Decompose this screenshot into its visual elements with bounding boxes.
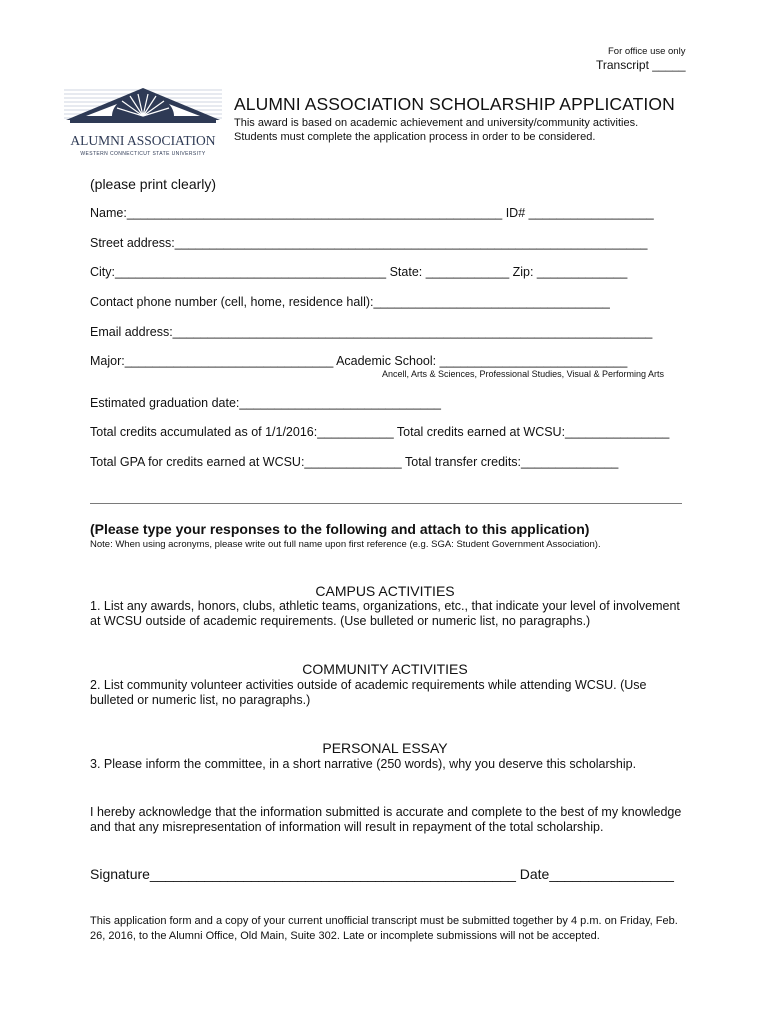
community-activities-heading: COMMUNITY ACTIVITIES	[302, 661, 468, 677]
campus-activities-heading: CAMPUS ACTIVITIES	[315, 583, 455, 599]
instructions-heading: (Please type your responses to the following and attach to this application)	[90, 521, 590, 537]
office-use-note: For office use only	[608, 46, 686, 57]
office-transcript-field: Transcript _____	[596, 58, 686, 72]
name-id-field[interactable]: Name:______________________________________________________ ID# __________________	[90, 206, 654, 220]
header-description-line2: Students must complete the application process in order to be considered.	[234, 131, 596, 143]
total-credits-field[interactable]: Total credits accumulated as of 1/1/2016:___________ Total credits earned at WCSU:_______________	[90, 425, 670, 439]
community-activities-text: 2. List community volunteer activities outside of academic requirements while attending WCSU. (Use bulleted or numeric list, no paragraphs.)	[90, 678, 647, 707]
please-print-note: (please print clearly)	[90, 176, 217, 192]
email-address-field[interactable]: Email address:_____________________________________________________________________	[90, 325, 653, 339]
acronym-note: Note: When using acronyms, please write out full name upon first reference (e.g. SGA: Student Government Association).	[90, 539, 601, 550]
campus-activities-text: 1. List any awards, honors, clubs, athletic teams, organizations, etc., that indicate your level of involvement at WCSU outside of academic requirements. (Use bulleted or numeric list, no paragraphs.)	[90, 599, 680, 628]
header-description	[234, 116, 638, 144]
logo-building-graphic	[62, 84, 224, 160]
street-address-field[interactable]: Street address:____________________________________________________________________	[90, 236, 648, 250]
personal-essay-heading: PERSONAL ESSAY	[322, 740, 448, 756]
graduation-date-field[interactable]: Estimated graduation date:_____________________________	[90, 396, 442, 410]
page-title: ALUMNI ASSOCIATION SCHOLARSHIP APPLICATION	[234, 94, 675, 114]
submission-deadline-note: This application form and a copy of your current unofficial transcript must be submitted together by 4 p.m. on Friday, Feb. 26, 2016, to the Alumni Office, Old Main, Suite 302. Late or incomplete submissions will not be accepted.	[90, 915, 678, 942]
gpa-transfer-credits-field[interactable]: Total GPA for credits earned at WCSU:______________ Total transfer credits:______________	[90, 455, 619, 469]
contact-phone-field[interactable]: Contact phone number (cell, home, residence hall):__________________________________	[90, 295, 610, 309]
academic-schools-hint: Ancell, Arts & Sciences, Professional Studies, Visual & Performing Arts	[382, 369, 664, 379]
major-school-field[interactable]: Major:______________________________ Academic School: ___________________________	[90, 354, 628, 368]
logo-name: ALUMNI ASSOCIATION	[70, 133, 216, 148]
acknowledgement-text: I hereby acknowledge that the information submitted is accurate and complete to the best of my knowledge and that any misrepresentation of information will result in repayment of the total scholarship.	[90, 805, 682, 834]
signature-date-field[interactable]: Signature_______________________________________________ Date________________	[90, 866, 674, 882]
city-state-zip-field[interactable]: City:_______________________________________ State: ____________ Zip: _____________	[90, 265, 628, 279]
section-divider	[90, 503, 682, 504]
personal-essay-text: 3. Please inform the committee, in a short narrative (250 words), why you deserve this scholarship.	[90, 757, 637, 771]
logo-tagline: WESTERN CONNECTICUT STATE UNIVERSITY	[80, 151, 206, 157]
header-description-line1: This award is based on academic achievement and university/community activities.	[234, 117, 639, 129]
alumni-association-logo	[62, 84, 224, 160]
